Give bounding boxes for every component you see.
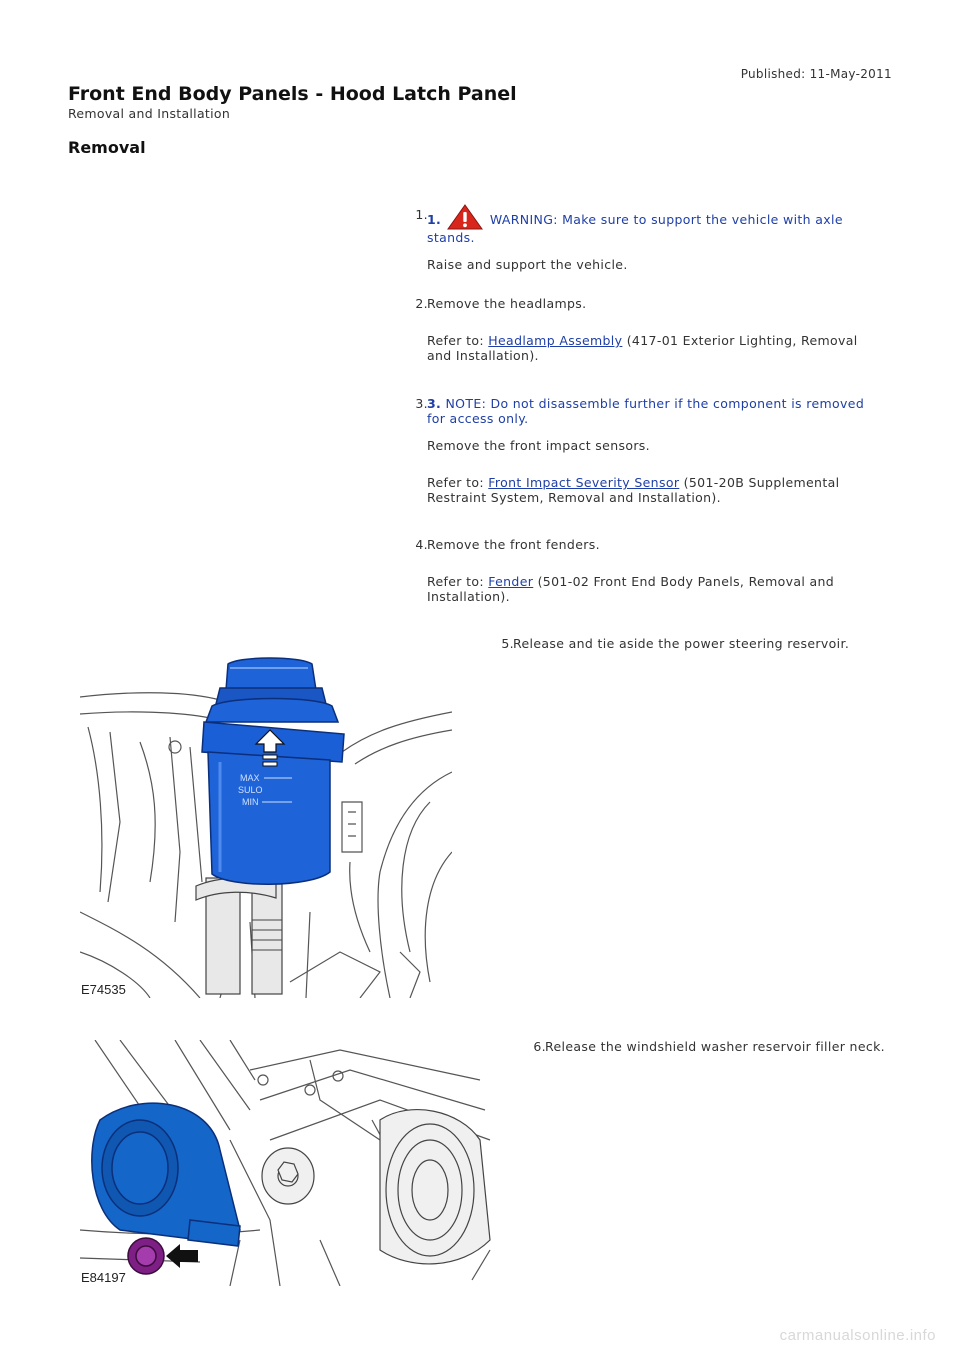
arrow-icon xyxy=(166,1244,198,1268)
front-impact-severity-sensor-link[interactable]: Front Impact Severity Sensor xyxy=(488,475,680,490)
figure-label: E84197 xyxy=(81,1270,126,1285)
refer-suffix: (501-20B Supplemental Restraint System, Removal and Installation). xyxy=(427,475,840,505)
step-text: Remove the front impact sensors. xyxy=(427,438,650,453)
refer-prefix: Refer to: xyxy=(427,475,484,490)
step-text: Remove the front fenders. xyxy=(427,537,600,552)
washer-filler-neck-illustration xyxy=(80,1040,492,1286)
step-lead: 3. xyxy=(427,396,442,411)
page-subtitle: Removal and Installation xyxy=(68,106,231,121)
step-number: 4. xyxy=(415,537,428,552)
step-number: 5. xyxy=(501,636,514,651)
power-steering-reservoir-illustration xyxy=(80,652,452,998)
refer-suffix: (501-02 Front End Body Panels, Removal and Installation). xyxy=(427,574,835,604)
watermark: carmanualsonline.info xyxy=(779,1327,936,1344)
refer-suffix: (417-01 Exterior Lighting, Removal and Installation). xyxy=(427,333,858,363)
figure-label: E74535 xyxy=(81,982,126,997)
step-number: 6. xyxy=(533,1039,546,1054)
section-heading: Removal xyxy=(68,138,146,157)
reservoir-mark: MAX xyxy=(240,773,260,783)
refer-prefix: Refer to: xyxy=(427,574,484,589)
headlamp-assembly-link[interactable]: Headlamp Assembly xyxy=(488,333,623,348)
step-number: 2. xyxy=(415,296,428,311)
refer-prefix: Refer to: xyxy=(427,333,484,348)
note-text: NOTE: Do not disassemble further if the component is removed for access only. xyxy=(427,396,865,426)
figure-power-steering-reservoir xyxy=(80,652,452,998)
warning-triangle-icon xyxy=(447,204,483,230)
fender-link[interactable]: Fender xyxy=(488,574,534,589)
reservoir-mark: MIN xyxy=(242,797,259,807)
published-date: Published: 11-May-2011 xyxy=(740,67,892,81)
step-text: Remove the headlamps. xyxy=(427,296,587,311)
figure-washer-reservoir-filler-neck xyxy=(80,1040,492,1286)
reservoir-mark: SULO xyxy=(238,785,263,795)
page-title: Front End Body Panels - Hood Latch Panel xyxy=(68,83,517,105)
step-text: Raise and support the vehicle. xyxy=(427,257,628,272)
warning-text: WARNING: Make sure to support the vehicle with axle stands. xyxy=(427,212,843,245)
step-text: Release the windshield washer reservoir filler neck. xyxy=(545,1039,886,1054)
step-lead: 1. xyxy=(427,212,442,227)
step-text: Release and tie aside the power steering reservoir. xyxy=(513,636,850,651)
step-number: 3. xyxy=(415,396,428,411)
step-number: 1. xyxy=(415,207,428,222)
